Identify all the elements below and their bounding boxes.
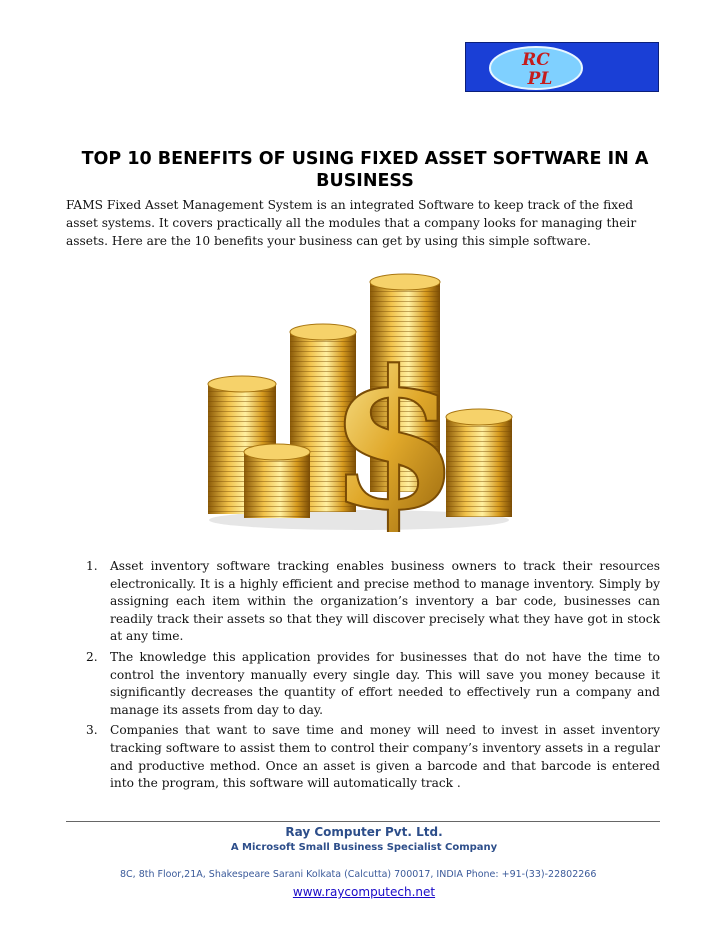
benefits-list [82, 558, 660, 796]
footer-divider [66, 821, 660, 822]
logo-line1: RC [522, 50, 550, 70]
intro-paragraph: FAMS Fixed Asset Management System is an integrated Software to keep track of the fixed asset systems. It covers practically all the modules that a company looks for managing their assets. Here are the 10 benefits your business can get by using this simple software. [66, 198, 637, 248]
footer-address: 8C, 8th Floor,21A, Shakespeare Sarani Kolkata (Calcutta) 700017, INDIA Phone: +91-(33)-22802266 [120, 869, 597, 880]
item-text: Asset inventory software tracking enables business owners to track their resources electronically. It is a highly efficient and precise method to manage inventory. Simply by assigning each item within the organization’s inventory a bar code, businesses can readily track their assets so that they will discover precisely what they have got in stock at any time. [110, 559, 660, 644]
item-text: The knowledge this application provides for businesses that do not have the time to control the inventory manually every single day. This will save you money because it significantly decreases the quantity of effort needed to effectively run a company and manage its assets from day to day. [110, 649, 660, 717]
dollar-sign-icon: $ [327, 329, 461, 532]
footer-tagline: A Microsoft Small Business Specialist Company [230, 842, 498, 853]
footer-website-link[interactable]: www.raycomputech.net [292, 885, 436, 899]
item-number: 2. [86, 649, 98, 664]
title-line1: TOP 10 BENEFITS OF USING FIXED ASSET SOFTWARE IN A [81, 149, 649, 169]
page-title [60, 148, 670, 192]
item-number: 3. [86, 723, 98, 738]
list-item [82, 649, 660, 719]
item-text: Companies that want to save time and money will need to invest in asset inventory tracking software to assist them to control their company’s inventory assets in a regular and productive method. Once an asset is given a barcode and that barcode is entered into the program, this software will automatically track . [110, 723, 660, 791]
gold-coins-dollar-image [198, 262, 520, 532]
logo-line2: PL [527, 69, 553, 89]
rcpl-logo [465, 42, 659, 92]
list-item [82, 558, 660, 646]
list-item [82, 722, 660, 792]
footer-company: Ray Computer Pvt. Ltd. [285, 825, 443, 839]
title-line2: BUSINESS [316, 171, 414, 191]
item-number: 1. [86, 559, 98, 573]
